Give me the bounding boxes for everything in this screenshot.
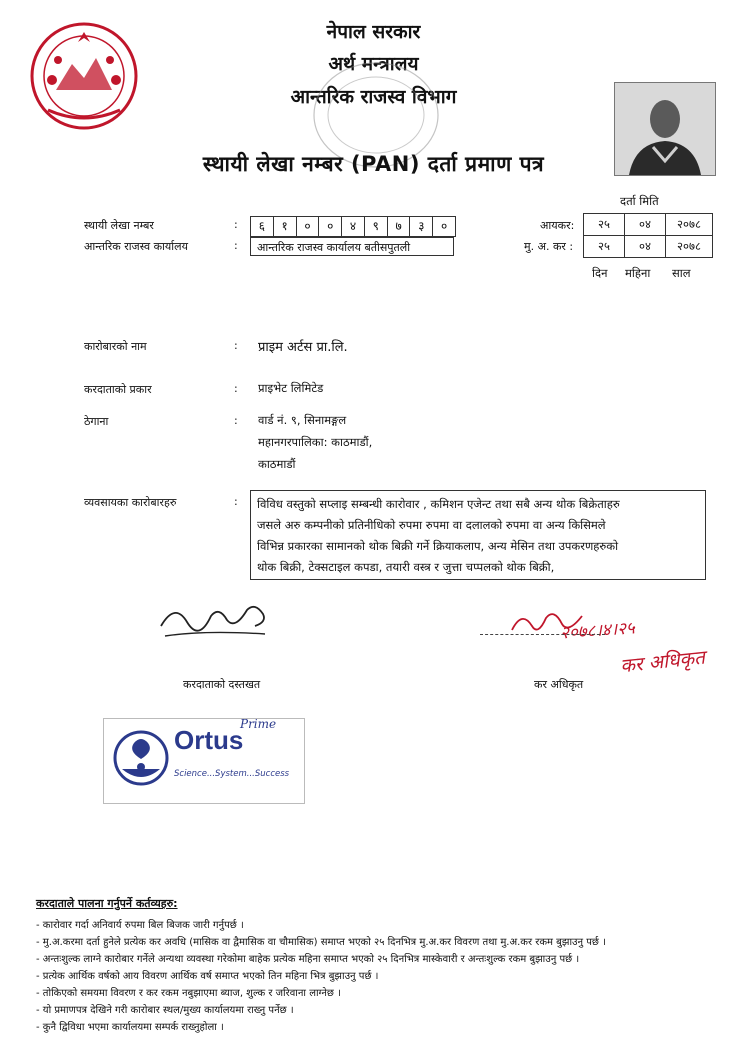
pan-number <box>250 216 456 237</box>
duty-item: - अन्तःशुल्क लाग्ने कारोबार गर्नेले अन्यथा व्यवस्था गरेकोमा बाहेक प्रत्येक महिना समाप्त भएको २५ दिनभित्र मास्केवारी र अन्तःशुल्क रकम बुझाउनु पर्छ । <box>36 951 726 968</box>
address-line: महानगरपालिका: काठमाडौं, <box>258 435 373 449</box>
activities-line: विभिन्न प्रकारका सामानको थोक बिक्री गर्ने क्रियाकलाप, अन्य मेसिन तथा उपकरणहरुको <box>257 539 619 553</box>
ortus-brand: Ortus <box>174 725 244 755</box>
address-line: काठमाडौं <box>258 457 296 471</box>
ortus-globe-icon <box>112 729 170 787</box>
taxpayer-type-label: करदाताको प्रकार <box>84 383 152 396</box>
colon: : <box>234 339 238 352</box>
date-month: ०४ <box>625 236 666 258</box>
officer-label: कर अधिकृत <box>534 678 584 691</box>
pan-digit: ६ <box>251 217 274 236</box>
colon: : <box>234 382 238 395</box>
date-day: २५ <box>584 214 625 236</box>
activities-box <box>250 490 706 580</box>
header-ministry: अर्थ मन्त्रालय <box>328 53 419 75</box>
activities-line: जसले अरु कम्पनीको प्रतिनीधिको रुपमा रुपमा वा दलालको रुपमा वा अन्य किसिमले <box>257 518 606 532</box>
date-year: २०७८ <box>666 214 713 236</box>
taxpayer-type-value: प्राइभेट लिमिटेड <box>258 381 324 395</box>
duty-item: - कारोवार गर्दा अनिवार्य रुपमा बिल बिजक जारी गर्नुपर्छ । <box>36 917 726 934</box>
duty-item: - प्रत्येक आर्थिक वर्षको आय विवरण आर्थिक वर्ष समाप्त भएको तिन महिना भित्र बुझाउनु पर्छ । <box>36 968 726 985</box>
header-department: आन्तरिक राजस्व विभाग <box>290 86 457 108</box>
duties-heading: करदाताले पालना गर्नुपर्ने कर्तव्यहरु: <box>36 897 178 910</box>
address-label: ठेगाना <box>84 415 109 428</box>
office-value: आन्तरिक राजस्व कार्यालय बतीसपुतली <box>250 237 454 256</box>
duties-section <box>36 896 726 1036</box>
officer-handwritten-date: २०७८।४।२५ <box>559 618 636 644</box>
ortus-logo <box>103 718 305 804</box>
colon: : <box>234 218 238 231</box>
pan-label: स्थायी लेखा नम्बर <box>84 219 154 232</box>
activities-line: विविध वस्तुको सप्लाइ सम्बन्धी कारोवार , कमिशन एजेन्ट तथा सबै अन्य थोक बिक्रेताहरु <box>257 497 620 511</box>
taxpayer-signature-icon <box>155 596 275 646</box>
income-tax-label: आयकर: <box>540 219 575 232</box>
duty-item: - मु.अ.करमा दर्ता हुनेले प्रत्येक कर अवधि (मासिक वा द्वैमासिक वा चौमासिक) समाप्त भएको २५ दिनभित्र मु.अ.कर विवरण तथा मु.अ.कर रकम बुझाउनु पर्छ । <box>36 934 726 951</box>
vat-date-row <box>584 236 713 258</box>
duties-list <box>36 917 726 1036</box>
registration-date-table <box>583 213 713 258</box>
duty-item: - तोकिएको समयमा विवरण र कर रकम नबुझाएमा ब्याज, शुल्क र जरिवाना लाग्नेछ । <box>36 985 726 1002</box>
registration-date-title: दर्ता मिति <box>620 194 659 208</box>
pan-digit: १ <box>274 217 297 236</box>
address-line: वार्ड नं. ९, सिनामङ्गल <box>258 413 347 427</box>
col-month-label: महिना <box>625 266 651 280</box>
ortus-tagline: Science...System...Success <box>174 769 290 779</box>
colon: : <box>234 414 238 427</box>
pan-digit: ० <box>441 219 448 233</box>
vat-label: मु. अ. कर : <box>524 240 574 253</box>
colon: : <box>234 239 238 252</box>
business-name-value: प्राइम अर्टस प्रा.लि. <box>258 340 348 355</box>
date-day: २५ <box>584 236 625 258</box>
officer-signature-line <box>480 634 605 635</box>
pan-digit: ९ <box>365 217 388 236</box>
duty-item: - कुनै द्विविधा भएमा कार्यालयमा सम्पर्क राख्नुहोला । <box>36 1019 726 1036</box>
colon: : <box>234 495 238 508</box>
taxpayer-signature-label: करदाताको दस्तखत <box>183 678 261 691</box>
header-government: नेपाल सरकार <box>326 21 421 43</box>
pan-digit: ० <box>297 217 320 236</box>
ortus-prime: Prime <box>240 717 277 731</box>
pan-digit: ० <box>319 217 342 236</box>
activities-label: व्यवसायका कारोबारहरु <box>84 496 177 509</box>
pan-digit: ७ <box>388 217 411 236</box>
duty-item: - यो प्रमाणपत्र देखिने गरी कारोबार स्थल/मुख्य कार्यालयमा राख्नु पर्नेछ । <box>36 1002 726 1019</box>
income-tax-date-row <box>584 214 713 236</box>
activities-line: थोक बिक्री, टेक्सटाइल कपडा, तयारी वस्त्र र जुत्ता चप्पलको थोक बिक्री, <box>257 560 555 574</box>
col-year-label: साल <box>672 266 691 280</box>
date-year: २०७८ <box>666 236 713 258</box>
business-name-label: कारोबारको नाम <box>84 340 147 353</box>
certificate-title: स्थायी लेखा नम्बर (PAN) दर्ता प्रमाण पत्र <box>202 152 545 176</box>
pan-digit: ४ <box>342 217 365 236</box>
col-day-label: दिन <box>592 266 608 280</box>
pan-digit: ३ <box>410 217 433 236</box>
office-label: आन्तरिक राजस्व कार्यालय <box>84 240 188 253</box>
date-month: ०४ <box>625 214 666 236</box>
officer-handwritten-title: कर अधिकृत <box>619 646 706 678</box>
